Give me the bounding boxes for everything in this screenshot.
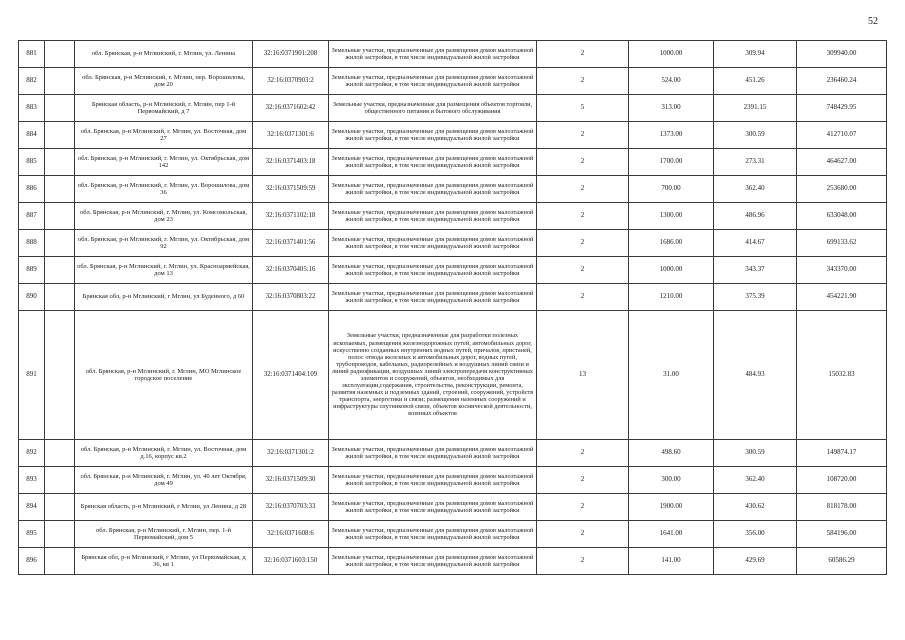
- area-cell: 31.00: [629, 311, 714, 440]
- row-number: 890: [19, 284, 45, 311]
- total-value-cell: 253680.00: [797, 176, 887, 203]
- table-body: [19, 41, 887, 575]
- land-use-cell: Земельные участки, предназначенные для размещения домов малоэтажной жилой застройки, в том числе индивидуальной жилой застройки: [329, 548, 537, 575]
- land-use-cell: Земельные участки, предназначенные для размещения домов малоэтажной жилой застройки, в том числе индивидуальной жилой застройки: [329, 149, 537, 176]
- category-cell: 2: [537, 230, 629, 257]
- total-value-cell: 236460.24: [797, 68, 887, 95]
- row-number: 883: [19, 95, 45, 122]
- total-value-cell: 748429.95: [797, 95, 887, 122]
- table-row: [19, 149, 887, 176]
- empty-cell: [45, 176, 75, 203]
- area-cell: 524.00: [629, 68, 714, 95]
- land-use-cell: Земельные участки, предназначенные для размещения домов малоэтажной жилой застройки, в том числе индивидуальной жилой застройки: [329, 440, 537, 467]
- category-cell: 2: [537, 521, 629, 548]
- area-cell: 1373.00: [629, 122, 714, 149]
- area-cell: 1700.00: [629, 149, 714, 176]
- total-value-cell: 464627.00: [797, 149, 887, 176]
- total-value-cell: 60586.29: [797, 548, 887, 575]
- table-row: [19, 41, 887, 68]
- row-number: 888: [19, 230, 45, 257]
- table-row: [19, 440, 887, 467]
- empty-cell: [45, 548, 75, 575]
- unit-price-cell: 414.67: [714, 230, 797, 257]
- unit-price-cell: 2391.15: [714, 95, 797, 122]
- category-cell: 2: [537, 548, 629, 575]
- empty-cell: [45, 440, 75, 467]
- unit-price-cell: 429.69: [714, 548, 797, 575]
- cadastral-number-cell: 32:16:0371608:6: [253, 521, 329, 548]
- unit-price-cell: 362.40: [714, 176, 797, 203]
- cadastral-number-cell: 32:16:0371403:18: [253, 149, 329, 176]
- land-use-cell: Земельные участки, предназначенные для размещения домов малоэтажной жилой застройки, в том числе индивидуальной жилой застройки: [329, 68, 537, 95]
- unit-price-cell: 300.59: [714, 122, 797, 149]
- area-cell: 1000.00: [629, 257, 714, 284]
- land-use-cell: Земельные участки, предназначенные для разработки полезных ископаемых, размещения железнодорожных путей, автомобильных дорог, искусственно созданных внутренних водных путей, причалов, пристаней, полос отвода железных и автомобильных дорог, водных путей, трубопроводов, кабельных, радиорелейных и воздушных линий связи и линий радиофикации, воздушных линий электропередачи конструктивных элементов и сооружений, объектов, необходимых для эксплуатации,содержания, строительства, реконструкции, ремонта, развития наземных и подземных зданий, строений, сооружений, устройств транспорта, энергетики и связи; размещения наземных сооружений и инфраструктуры спутниковой связи, объектов космической деятельности, военных объектов: [329, 311, 537, 440]
- address-cell: обл. Брянская, р-н Мглинский, г. Мглин, ул. Ленина: [75, 41, 253, 68]
- table-row: [19, 494, 887, 521]
- area-cell: 1300.00: [629, 203, 714, 230]
- category-cell: 2: [537, 284, 629, 311]
- category-cell: 2: [537, 68, 629, 95]
- total-value-cell: 412710.07: [797, 122, 887, 149]
- row-number: 896: [19, 548, 45, 575]
- empty-cell: [45, 521, 75, 548]
- area-cell: 1000.00: [629, 41, 714, 68]
- row-number: 895: [19, 521, 45, 548]
- table-row: [19, 521, 887, 548]
- unit-price-cell: 343.37: [714, 257, 797, 284]
- address-cell: обл. Брянская, р-н Мглинский, г. Мглин, ул. Восточная, дом 27: [75, 122, 253, 149]
- total-value-cell: 818178.00: [797, 494, 887, 521]
- cadastral-number-cell: 32:16:0370405:16: [253, 257, 329, 284]
- area-cell: 141.00: [629, 548, 714, 575]
- table-row: [19, 203, 887, 230]
- area-cell: 313.00: [629, 95, 714, 122]
- land-use-cell: Земельные участки, предназначенные для размещения домов малоэтажной жилой застройки, в том числе индивидуальной жилой застройки: [329, 467, 537, 494]
- cadastral-number-cell: 32:16:0371301:6: [253, 122, 329, 149]
- unit-price-cell: 486.96: [714, 203, 797, 230]
- land-use-cell: Земельные участки, предназначенные для размещения домов малоэтажной жилой застройки, в том числе индивидуальной жилой застройки: [329, 203, 537, 230]
- address-cell: обл. Брянская, р-н Мглинский, г. Мглин, пер. Ворошилова, дом 20: [75, 68, 253, 95]
- row-number: 884: [19, 122, 45, 149]
- row-number: 892: [19, 440, 45, 467]
- total-value-cell: 108720.00: [797, 467, 887, 494]
- category-cell: 5: [537, 95, 629, 122]
- area-cell: 1900.00: [629, 494, 714, 521]
- category-cell: 2: [537, 41, 629, 68]
- address-cell: обл. Брянская, р-н Мглинский, г. Мглин, ул. Комсомольская, дом 23: [75, 203, 253, 230]
- row-number: 891: [19, 311, 45, 440]
- page-number: 52: [868, 16, 878, 27]
- address-cell: обл. Брянская, р-н Мглинский, г. Мглин, ул. Восточная, дом д.16, корпус кв.2: [75, 440, 253, 467]
- land-use-cell: Земельные участки, предназначенные для размещения домов малоэтажной жилой застройки, в том числе индивидуальной жилой застройки: [329, 122, 537, 149]
- table-row: [19, 176, 887, 203]
- empty-cell: [45, 68, 75, 95]
- address-cell: Брянская обл, р-н Мглинский, г Мглин, ул Буденного, д 60: [75, 284, 253, 311]
- unit-price-cell: 362.40: [714, 467, 797, 494]
- row-number: 887: [19, 203, 45, 230]
- address-cell: Брянская область, р-н Мглинский, г Мглин, ул Ленина, д 28: [75, 494, 253, 521]
- category-cell: 2: [537, 440, 629, 467]
- cadastral-number-cell: 32:16:0371602:42: [253, 95, 329, 122]
- table-row: [19, 95, 887, 122]
- row-number: 882: [19, 68, 45, 95]
- table-row: [19, 122, 887, 149]
- cadastral-number-cell: 32:16:0370903:2: [253, 68, 329, 95]
- cadastral-number-cell: 32:16:0371102:18: [253, 203, 329, 230]
- empty-cell: [45, 149, 75, 176]
- category-cell: 2: [537, 122, 629, 149]
- row-number: 881: [19, 41, 45, 68]
- row-number: 885: [19, 149, 45, 176]
- table-row: [19, 311, 887, 440]
- table-row: [19, 284, 887, 311]
- address-cell: обл. Брянская, р-н Мглинский, г. Мглин, ул. Ворошилова, дом 36: [75, 176, 253, 203]
- row-number: 894: [19, 494, 45, 521]
- total-value-cell: 584196.00: [797, 521, 887, 548]
- unit-price-cell: 273.31: [714, 149, 797, 176]
- cadastral-number-cell: 32:16:0370803:22: [253, 284, 329, 311]
- empty-cell: [45, 311, 75, 440]
- total-value-cell: 633048.00: [797, 203, 887, 230]
- cadastral-number-cell: 32:16:0371401:56: [253, 230, 329, 257]
- row-number: 886: [19, 176, 45, 203]
- cadastral-number-cell: 32:16:0371901:208: [253, 41, 329, 68]
- address-cell: обл. Брянская, р-н Мглинский, г. Мглин, ул. 40 лет Октября, дом 49: [75, 467, 253, 494]
- table-row: [19, 230, 887, 257]
- table-row: [19, 257, 887, 284]
- empty-cell: [45, 122, 75, 149]
- address-cell: обл. Брянская, р-н Мглинский, г. Мглин, ул. Октябрьская, дом 92: [75, 230, 253, 257]
- category-cell: 2: [537, 149, 629, 176]
- area-cell: 1686.00: [629, 230, 714, 257]
- cadastral-number-cell: 32:16:0371603:150: [253, 548, 329, 575]
- empty-cell: [45, 95, 75, 122]
- address-cell: обл. Брянская, р-н Мглинский, г. Мглин, пер. 1-й Первомайский, дом 5: [75, 521, 253, 548]
- land-use-cell: Земельные участки, предназначенные для размещения объектов торговли, общественного питания и бытового обслуживания: [329, 95, 537, 122]
- empty-cell: [45, 284, 75, 311]
- table-row: [19, 548, 887, 575]
- area-cell: 498.60: [629, 440, 714, 467]
- unit-price-cell: 451.26: [714, 68, 797, 95]
- total-value-cell: 454221.90: [797, 284, 887, 311]
- row-number: 889: [19, 257, 45, 284]
- total-value-cell: 149874.17: [797, 440, 887, 467]
- category-cell: 2: [537, 467, 629, 494]
- unit-price-cell: 375.39: [714, 284, 797, 311]
- unit-price-cell: 430.62: [714, 494, 797, 521]
- address-cell: обл. Брянская, р-н Мглинский, г. Мглин, ул. Красноармейская, дом 13: [75, 257, 253, 284]
- category-cell: 2: [537, 494, 629, 521]
- land-use-cell: Земельные участки, предназначенные для размещения домов малоэтажной жилой застройки, в том числе индивидуальной жилой застройки: [329, 494, 537, 521]
- empty-cell: [45, 203, 75, 230]
- area-cell: 1210.00: [629, 284, 714, 311]
- cadastral-number-cell: 32:16:0370703:33: [253, 494, 329, 521]
- cadastral-number-cell: 32:16:0371509:30: [253, 467, 329, 494]
- area-cell: 700.00: [629, 176, 714, 203]
- address-cell: Брянская область, р-н Мглинский, г. Мглин, пер 1-й Первомайский, д 7: [75, 95, 253, 122]
- table-row: [19, 467, 887, 494]
- unit-price-cell: 300.59: [714, 440, 797, 467]
- address-cell: обл. Брянская, р-н Мглинский, г. Мглин, ул. Октябрьская, дом 142: [75, 149, 253, 176]
- empty-cell: [45, 230, 75, 257]
- area-cell: 300.00: [629, 467, 714, 494]
- land-use-cell: Земельные участки, предназначенные для размещения домов малоэтажной жилой застройки, в том числе индивидуальной жилой застройки: [329, 257, 537, 284]
- total-value-cell: 699133.62: [797, 230, 887, 257]
- category-cell: 13: [537, 311, 629, 440]
- cadastral-number-cell: 32:16:0371301:2: [253, 440, 329, 467]
- total-value-cell: 15032.83: [797, 311, 887, 440]
- cadastral-number-cell: 32:16:0371404:109: [253, 311, 329, 440]
- table-row: [19, 68, 887, 95]
- unit-price-cell: 356.00: [714, 521, 797, 548]
- cadastral-number-cell: 32:16:0371509:59: [253, 176, 329, 203]
- land-use-cell: Земельные участки, предназначенные для размещения домов малоэтажной жилой застройки, в том числе индивидуальной жилой застройки: [329, 176, 537, 203]
- empty-cell: [45, 467, 75, 494]
- category-cell: 2: [537, 176, 629, 203]
- land-use-cell: Земельные участки, предназначенные для размещения домов малоэтажной жилой застройки, в том числе индивидуальной жилой застройки: [329, 41, 537, 68]
- category-cell: 2: [537, 203, 629, 230]
- empty-cell: [45, 41, 75, 68]
- land-use-cell: Земельные участки, предназначенные для размещения домов малоэтажной жилой застройки, в том числе индивидуальной жилой застройки: [329, 284, 537, 311]
- address-cell: обл. Брянская, р-н Мглинский, г. Мглин, МО Мглинское городское поселение: [75, 311, 253, 440]
- unit-price-cell: 484.93: [714, 311, 797, 440]
- total-value-cell: 309940.00: [797, 41, 887, 68]
- row-number: 893: [19, 467, 45, 494]
- land-registry-table: [18, 40, 887, 575]
- empty-cell: [45, 257, 75, 284]
- empty-cell: [45, 494, 75, 521]
- address-cell: Брянская обл, р-н Мглинский, г Мглин, ул Первомайская, д 36, кв 1: [75, 548, 253, 575]
- land-use-cell: Земельные участки, предназначенные для размещения домов малоэтажной жилой застройки, в том числе индивидуальной жилой застройки: [329, 521, 537, 548]
- total-value-cell: 343370.00: [797, 257, 887, 284]
- category-cell: 2: [537, 257, 629, 284]
- unit-price-cell: 309.94: [714, 41, 797, 68]
- land-use-cell: Земельные участки, предназначенные для размещения домов малоэтажной жилой застройки, в том числе индивидуальной жилой застройки: [329, 230, 537, 257]
- area-cell: 1641.00: [629, 521, 714, 548]
